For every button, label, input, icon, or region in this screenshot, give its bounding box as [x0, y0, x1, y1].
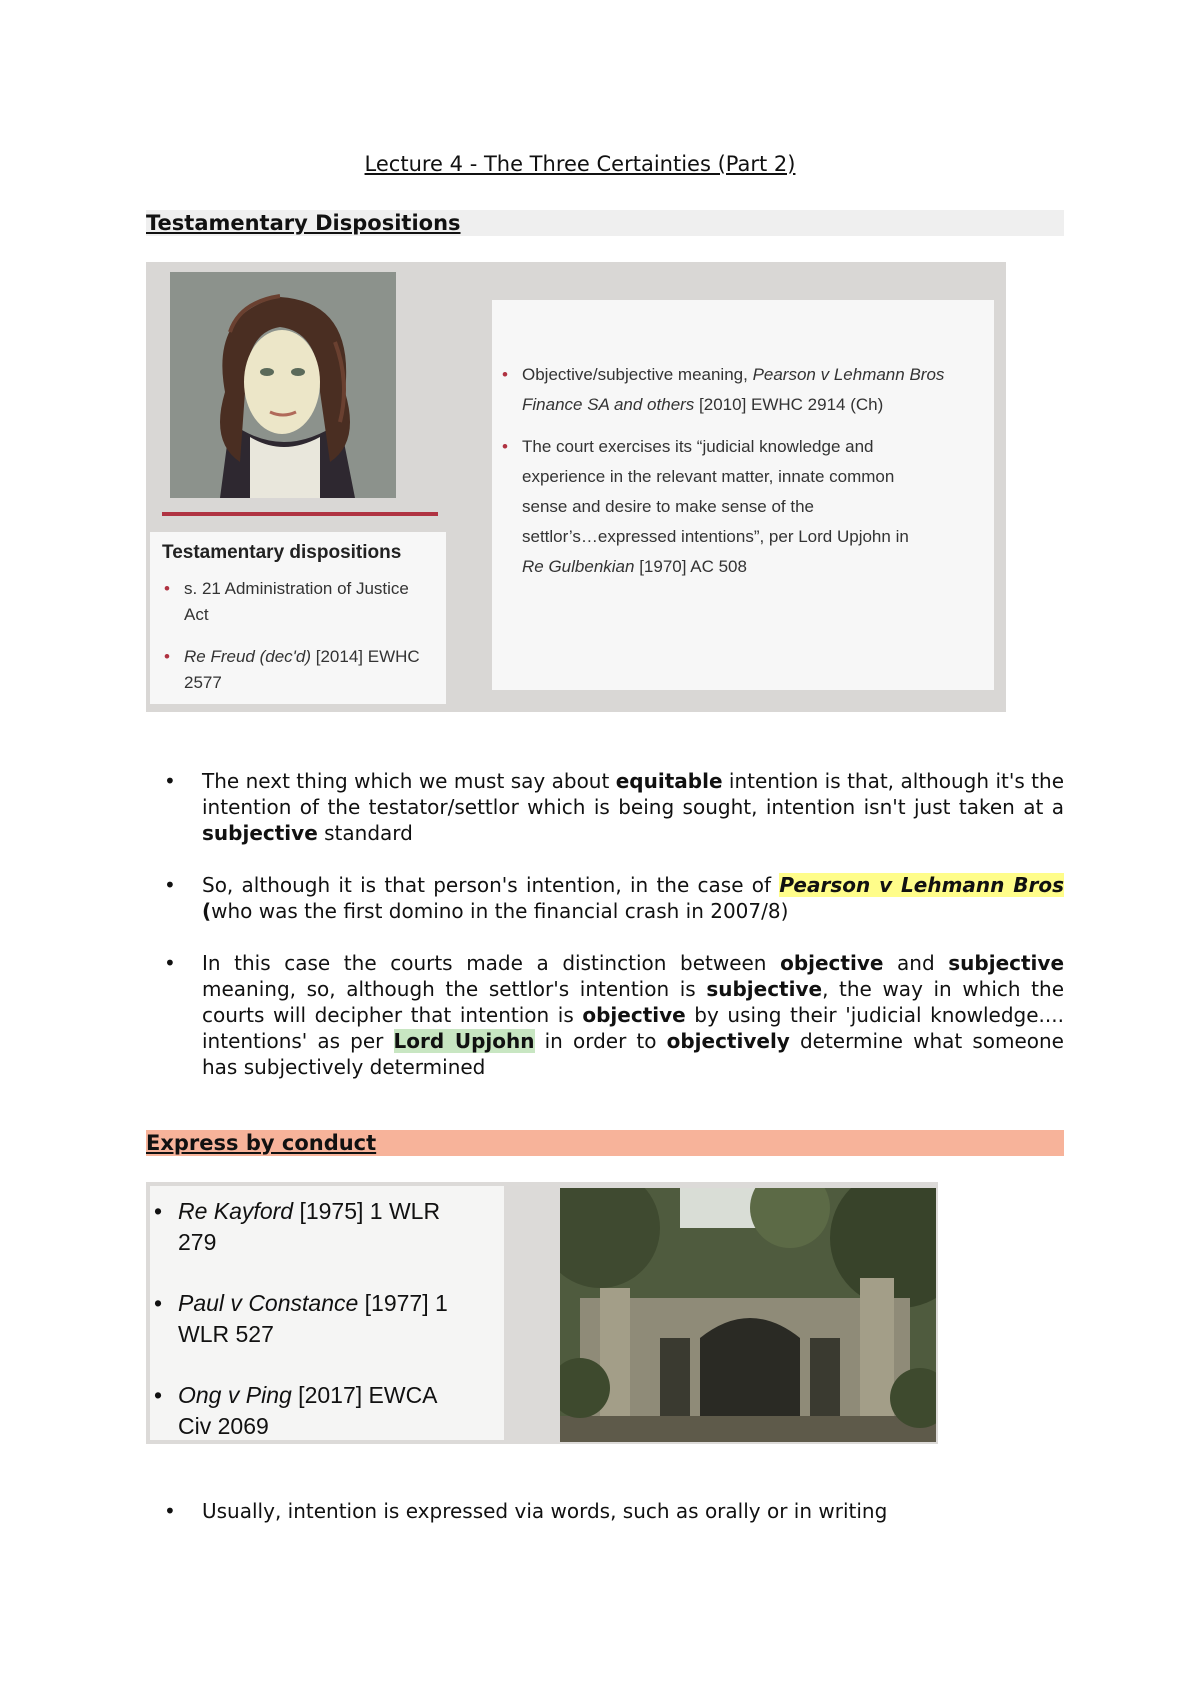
text: who was the first domino in the financial crash in 2007/8) [211, 899, 789, 923]
bullet-line: The court exercises its “judicial knowledge and [522, 437, 874, 456]
highlighted-judge: Lord Upjohn [393, 1029, 535, 1053]
case-name: Re Kayford [178, 1198, 294, 1224]
text: intention is that, although it's the intention of the testator/settlor which is being sought, intention isn't just taken at a [202, 769, 1064, 819]
slide-express-by-conduct [146, 1182, 938, 1444]
bullet-line: [2017] EWCA [291, 1382, 438, 1408]
slide-left-box [150, 532, 446, 704]
text: meaning, so, although the settlor's intention is [202, 977, 707, 1001]
bullet-line: sense and desire to make sense of the [522, 497, 815, 516]
slide2-bullet-1 [178, 1196, 440, 1258]
slide-testamentary-dispositions [146, 262, 1006, 712]
body-bullet-1 [202, 768, 1064, 846]
case-name: Pearson v Lehmann Bros [752, 365, 945, 384]
case-name: Ong v Ping [178, 1382, 292, 1408]
bullet-line: 2577 [184, 673, 222, 692]
page-title: Lecture 4 - The Three Certainties (Part 2) [364, 152, 796, 176]
slide-right-box [492, 300, 994, 690]
slide-left-bullet-2 [184, 644, 420, 696]
text: standard [317, 821, 413, 845]
text: , the way in which the courts will decipher that intention is [202, 977, 1065, 1027]
body-bullet-3 [202, 950, 1064, 1080]
text: and [883, 951, 949, 975]
bullet-line: [2010] EWHC 2914 (Ch) [694, 395, 884, 414]
case-name: Re Freud (dec'd) [184, 647, 312, 666]
bold-term: objectively [666, 1029, 790, 1053]
bullet-line: s. 21 Administration of Justice [184, 579, 409, 598]
slide2-bullet-2 [178, 1288, 448, 1350]
bullet-line: Civ 2069 [178, 1413, 269, 1439]
slide2-bullet-3 [178, 1380, 438, 1442]
bullet-line: [1970] AC 508 [634, 557, 747, 576]
text: determine what someone has subjectively determined [202, 1029, 1064, 1079]
bullet-line: experience in the relevant matter, innate common [522, 467, 895, 486]
section-heading-express-by-conduct [146, 1130, 1064, 1156]
case-name: Re Gulbenkian [522, 557, 635, 576]
bullet-line: [2014] EWHC [311, 647, 420, 666]
cemetery-gate-image [560, 1188, 936, 1442]
bold-term: objective [780, 951, 884, 975]
bullet-line: Objective/subjective meaning, [522, 365, 753, 384]
accent-divider [162, 512, 438, 516]
text: in order to [534, 1029, 667, 1053]
text: So, although it is that person's intention, in the case of [202, 873, 780, 897]
section-heading-testamentary [146, 210, 1064, 236]
highlighted-case: Pearson v Lehmann Bros [779, 873, 1064, 897]
bullet-line: [1977] 1 [358, 1290, 448, 1316]
portrait-painting-image [170, 272, 396, 498]
slide2-case-list [150, 1186, 504, 1440]
section-heading-text: Testamentary Dispositions [146, 211, 461, 235]
bold-term: subjective [202, 821, 318, 845]
bullet-line: 279 [178, 1229, 217, 1255]
bullet-line: Act [184, 605, 209, 624]
case-name: Finance SA and others [522, 395, 695, 414]
bold-term: equitable [615, 769, 723, 793]
slide-right-bullet-1 [522, 360, 944, 420]
bold-term: subjective [706, 977, 823, 1001]
text: The next thing which we must say about [202, 769, 616, 793]
bullet-line: WLR 527 [178, 1321, 274, 1347]
slide-left-bullet-1 [184, 576, 409, 628]
section-heading-text: Express by conduct [146, 1131, 377, 1155]
bullet-line: [1975] 1 WLR [293, 1198, 441, 1224]
bullet-line: settlor’s…expressed intentions”, per Lord Upjohn in [522, 527, 909, 546]
slide-left-box-title: Testamentary dispositions [162, 542, 402, 563]
body-bullet-4: • Usually, intention is expressed via words, such as orally or in writing [202, 1498, 1064, 1524]
slide-right-bullet-2 [522, 432, 909, 582]
text: ( [202, 899, 212, 923]
case-name: Paul v Constance [178, 1290, 359, 1316]
text: by using their 'judicial knowledge.... intentions' as per [202, 1003, 1064, 1053]
body-bullet-2 [202, 872, 1064, 924]
bold-term: subjective [948, 951, 1065, 975]
text: In this case the courts made a distinction between [202, 951, 781, 975]
bold-term: objective [582, 1003, 686, 1027]
